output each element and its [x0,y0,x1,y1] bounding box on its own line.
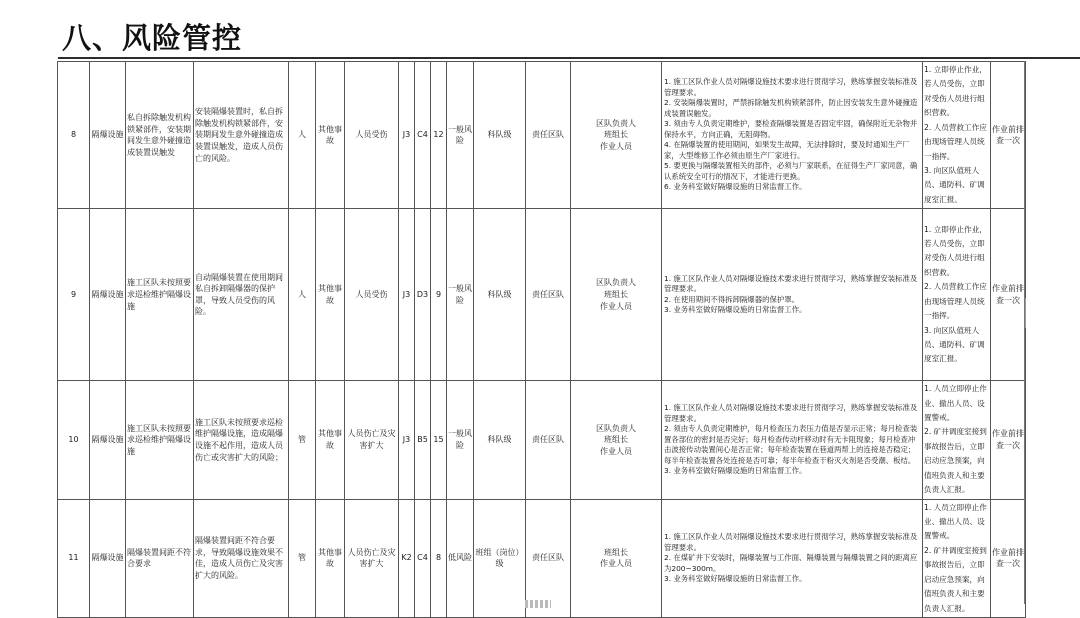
risk-description-cell: 隔爆装置间距不符合要求，导致隔爆设施效果不佳，造成人员伤亡及灾害扩大的风险。 [194,499,289,617]
possibility-cell: K2 [399,499,415,617]
possibility-cell: J3 [399,62,415,209]
risk-factor-cell: 人 [289,62,316,209]
severity-cell: C4 [415,499,431,617]
responsible-person-cell: 区队负责人 班组长 作业人员 [571,62,662,209]
control-level-cell: 科队级 [474,209,526,381]
facility-cell: 隔爆设施 [90,209,126,381]
risk-score-cell: 15 [431,381,447,499]
responsible-person-cell: 区队负责人 班组长 作业人员 [571,209,662,381]
facility-cell: 隔爆设施 [90,62,126,209]
row-number-cell: 8 [58,62,90,209]
emergency-measures-cell: 1. 人员立即停止作业、撤出人员、设置警戒。 2. 矿井调度室接到事故报告后，立即启动应急预案，向值班负责人和主要负责人汇报。 [923,381,991,499]
inspection-frequency-cell: 作业前排查一次 [991,209,1026,381]
consequence-cell: 人员受伤 [345,62,399,209]
consequence-cell: 人员伤亡及灾害扩大 [345,381,399,499]
severity-cell: D3 [415,209,431,381]
responsible-person-cell: 区队负责人 班组长 作业人员 [571,381,662,499]
accident-type-cell: 其他事故 [316,499,345,617]
control-measures-cell: 1. 施工区队作业人员对隔爆设施技术要求进行贯彻学习，熟练掌握安装标准及管理要求。 2. 在煤矿井下安装时，隔爆装置与工作面、隔爆装置与隔爆装置之间的距离应为200~300m。 3. 业务科室做好隔爆设施的日常监督工作。 [662,499,923,617]
risk-score-cell: 8 [431,499,447,617]
inspection-frequency-cell: 作业前排查一次 [991,62,1026,209]
table-row [58,209,1026,381]
risk-description-cell: 施工区队未按照要求巡检维护隔爆设施，造成隔爆设施不起作用，造成人员伤亡或灾害扩大的风险； [194,381,289,499]
control-level-cell: 科队级 [474,381,526,499]
consequence-cell: 人员伤亡及灾害扩大 [345,499,399,617]
emergency-measures-cell: 1. 立即停止作业，若人员受伤，立即对受伤人员进行组织营救。 2. 人员营救工作应由现场管理人员统一指挥。 3. 向区队值班人员、通防科、矿调度室汇报。 [923,62,991,209]
risk-description-cell: 自动隔爆装置在使用期间私自拆卸隔爆器的保护罩，导致人员受伤的风险。 [194,209,289,381]
risk-point-cell: 施工区队未按照要求巡检维护隔爆设施 [126,209,194,381]
control-level-cell: 科队级 [474,62,526,209]
risk-point-cell: 施工区队未按照要求巡检维护隔爆设施 [126,381,194,499]
severity-cell: C4 [415,62,431,209]
scroll-marker [1025,298,1026,328]
inspection-frequency-cell: 作业前排查一次 [991,381,1026,499]
facility-cell: 隔爆设施 [90,381,126,499]
row-number-cell: 9 [58,209,90,381]
responsible-unit-cell: 责任区队 [526,381,571,499]
risk-factor-cell: 管 [289,381,316,499]
responsible-unit-cell: 责任区队 [526,209,571,381]
risk-level-cell: 一般风险 [447,381,474,499]
table-right-border [1024,61,1025,604]
risk-factor-cell: 管 [289,499,316,617]
risk-level-cell: 低风险 [447,499,474,617]
table-row [58,381,1026,499]
risk-level-cell: 一般风险 [447,209,474,381]
risk-factor-cell: 人 [289,209,316,381]
control-level-cell: 班组（岗位）级 [474,499,526,617]
accident-type-cell: 其他事故 [316,209,345,381]
page-indicator [525,600,551,608]
responsible-unit-cell: 责任区队 [526,499,571,617]
consequence-cell: 人员受伤 [345,209,399,381]
risk-level-cell: 一般风险 [447,62,474,209]
severity-cell: B5 [415,381,431,499]
risk-point-cell: 私自拆除触发机构锁紧部件，安装期间发生意外碰撞造成装置误触发 [126,62,194,209]
risk-description-cell: 安装隔爆装置时，私自拆除触发机构锁紧部件，安装期间发生意外碰撞造成装置误触发，造成人员伤亡的风险。 [194,62,289,209]
accident-type-cell: 其他事故 [316,62,345,209]
possibility-cell: J3 [399,381,415,499]
table-row [58,62,1026,209]
row-number-cell: 10 [58,381,90,499]
emergency-measures-cell: 1. 立即停止作业，若人员受伤，立即对受伤人员进行组织营救。 2. 人员营救工作应由现场管理人员统一指挥。 3. 向区队值班人员、通防科、矿调度室汇报。 [923,209,991,381]
responsible-unit-cell: 责任区队 [526,62,571,209]
control-measures-cell: 1. 施工区队作业人员对隔爆设施技术要求进行贯彻学习，熟练掌握安装标准及管理要求。 2. 安装隔爆装置时，严禁拆除触发机构锁紧部件，防止因安装发生意外碰撞造成装置误触发。 3. 须由专人负责定期维护，要检查隔爆装置是否固定牢固，确保附近无杂物并保持水平，方向正确，无阻碍物。 4. 在隔爆装置的使用期间，如果发生故障，无法排除时，要及时通知生产厂家，大型维修工作必须由原生产厂家进行。 5. 要更换与隔爆装置相关的部件，必须与厂家联系，在征得生产厂家同意，确认系统安全可行的情况下，才能进行更换。 6. 业务科室做好隔爆设施的日常监督工作。 [662,62,923,209]
possibility-cell: J3 [399,209,415,381]
risk-score-cell: 12 [431,62,447,209]
risk-score-cell: 9 [431,209,447,381]
row-number-cell: 11 [58,499,90,617]
inspection-frequency-cell: 作业前排查一次 [991,499,1026,617]
facility-cell: 隔爆设施 [90,499,126,617]
responsible-person-cell: 班组长 作业人员 [571,499,662,617]
control-measures-cell: 1. 施工区队作业人员对隔爆设施技术要求进行贯彻学习，熟练掌握安装标准及管理要求。 2. 须由专人负责定期维护，每月检查压力表压力值是否显示正常；每月检查装置各部位的密封是否完好；每月检查传动杆移动时有无卡阻现象；每月检查冲击波接传动装置间心是否正常；每年检查装置在巷道两帮上的连接是否稳定；每半年检查装置各处连接是否可靠；每半年检查干粉灭火剂是否受潮、板结。 3. 业务科室做好隔爆设施的日常监督工作。 [662,381,923,499]
emergency-measures-cell: 1. 人员立即停止作业、撤出人员、设置警戒。 2. 矿井调度室接到事故报告后，立即启动应急预案，向值班负责人和主要负责人汇报。 [923,499,991,617]
risk-control-table [57,61,1026,618]
accident-type-cell: 其他事故 [316,381,345,499]
control-measures-cell: 1. 施工区队作业人员对隔爆设施技术要求进行贯彻学习，熟练掌握安装标准及管理要求。 2. 在使用期间不得拆卸隔爆器的保护罩。 3. 业务科室做好隔爆设施的日常监督工作。 [662,209,923,381]
page-title: 八、风险管控 [62,21,243,55]
risk-point-cell: 隔爆装置间距不符合要求 [126,499,194,617]
title-underline [58,57,1080,59]
